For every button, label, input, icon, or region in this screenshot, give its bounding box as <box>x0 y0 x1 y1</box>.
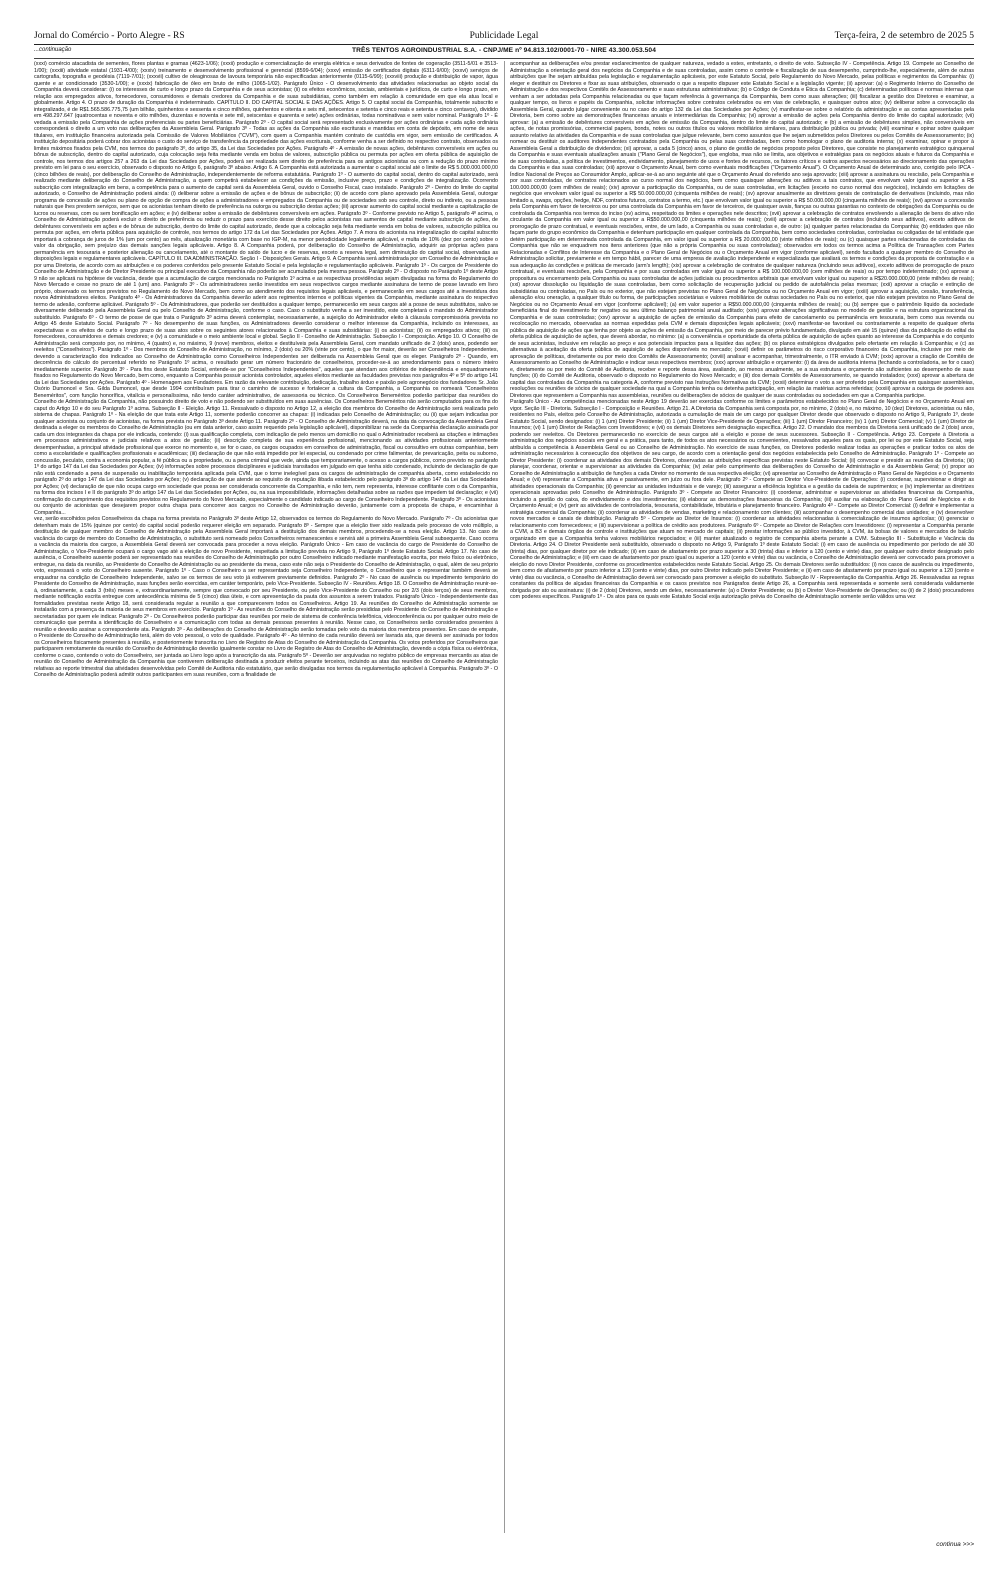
company-title: TRÊS TENTOS AGROINDUSTRIAL S.A. - CNPJ/ME nº 94.813.102/0001-70 - NIRE 43.300.053.504 <box>352 47 656 54</box>
continuation-label: ...continuação <box>34 47 72 53</box>
notice-header <box>34 47 974 59</box>
newspaper-page <box>34 30 974 1548</box>
continues-label: continua >>> <box>936 1541 974 1548</box>
right-paragraph-2: Parágrafo Único - As competências mencionadas neste Artigo 19 deverão ser exercidas conforme os limites e parâmetros estabelecidos no Plano Geral de Negócios e no Orçamento Anual em vigor. Seção III - Diretoria. Subseção I - Composição e Reuniões. Artigo 21. A Diretoria da Companhia será composta por, no mínimo, 2 (dois) e, no máximo, 10 (dez) Diretores, acionistas ou não, residentes no País, eleitos pelo Conselho de Administração, autorizada a cumulação de mais de um cargo por qualquer Diretor desde que observado o disposto no Artigo 9, Parágrafo 1º, deste Estatuto Social, sendo designados: (i) 1 (um) Diretor Presidente; (ii) 1 (um) Diretor Vice-Presidente de Operações; (iii) 1 (um) Diretor Financeiro; (iv) 1 (um) Diretor Comercial; (v) 1 (um) Diretor de Insumos; (vi) 1 (um) Diretor de Relações com Investidores; e (vii) os demais Diretores sem designação específica. Artigo 22. O mandato dos membros da Diretoria será unificado de 2 (dois) anos, podendo ser reeleitos. Os Diretores permanecerão no exercício de seus cargos até a eleição e posse de seus sucessores. Subseção II - Competência. Artigo 23. Compete à Diretoria a administração dos negócios sociais em geral e a prática, para tanto, de todos os atos necessários ou convenientes, ressalvados aqueles para os quais, por lei ou por este Estatuto Social, seja atribuída a competência à Assembleia Geral ou ao Conselho de Administração. No exercício de suas funções, os Diretores poderão realizar todas as operações e praticar todos os atos de administração necessários à consecução dos objetivos de seu cargo, de acordo com a orientação geral dos negócios estabelecida pelo Conselho de Administração. Parágrafo 1º - Compete ao Diretor Presidente: (i) coordenar as atividades dos demais Diretores, observadas as atribuições específicas previstas neste Estatuto Social; (ii) convocar e presidir as reuniões da Diretoria; (iii) planejar, coordenar, orientar e supervisionar as atividades da Companhia; (iv) zelar pelo cumprimento das deliberações do Conselho de Administração e da Assembleia Geral; (v) propor ao Conselho de Administração a atribuição de funções a cada Diretor no momento de sua respectiva eleição; (vi) apresentar ao Conselho de Administração o Plano Geral de Negócios e o Orçamento Anual; e (vii) representar a Companhia ativa e passivamente, em juízo ou fora dele. Parágrafo 2º - Compete ao Diretor Vice-Presidente de Operações: (i) coordenar, supervisionar e dirigir as atividades operacionais da Companhia; (ii) gerenciar as unidades industriais e de varejo; (iii) assegurar a eficiência logística e a gestão da cadeia de suprimentos; e (iv) implementar as diretrizes operacionais aprovadas pelo Conselho de Administração. Parágrafo 3º - Compete ao Diretor Financeiro: (i) coordenar, administrar e supervisionar as atividades financeiras da Companhia, incluindo a gestão do caixa, do endividamento e dos investimentos; (ii) elaborar as demonstrações financeiras da Companhia; (iii) auxiliar na elaboração do Plano Geral de Negócios e do Orçamento Anual; e (iv) gerir as atividades de controladoria, tesouraria, contabilidade, tributária e planejamento financeiro. Parágrafo 4º - Compete ao Diretor Comercial: (i) definir e implementar a estratégia comercial da Companhia; (ii) coordenar as atividades de vendas, marketing e relacionamento com clientes; (iii) acompanhar o desempenho comercial das unidades; e (iv) desenvolver novos mercados e canais de distribuição. Parágrafo 5º - Compete ao Diretor de Insumos: (i) coordenar as atividades relacionadas à comercialização de insumos agrícolas; (ii) gerenciar o relacionamento com fornecedores; e (iii) supervisionar a política de crédito aos produtores. Parágrafo 6º - Compete ao Diretor de Relações com Investidores: (i) representar a Companhia perante a CVM, a B3 e demais órgãos de controle e instituições que atuam no mercado de capitais; (ii) prestar informações ao público investidor, à CVM, às bolsas de valores e mercados de balcão organizado em que a Companhia tenha valores mobiliários negociados; e (iii) manter atualizado o registro de companhia aberta perante a CVM. Subseção III - Substituição e Vacância da Diretoria. Artigo 24. O Diretor Presidente será substituído, observado o disposto no Artigo 9, Parágrafo 1º deste Estatuto Social: (i) em caso de ausência ou impedimento por período de até 30 (trinta) dias, por qualquer diretor por ele indicado; (ii) em caso de afastamento por prazo superior a 30 (trinta) dias e inferior a 120 (cento e vinte) dias, por qualquer outro diretor designado pelo Conselho de Administração; e (iii) em caso de afastamento por prazo igual ou superior a 120 (cento e vinte) dias ou vacância, o Conselho de Administração deverá ser convocado para promover a eleição do novo Diretor Presidente, conforme os procedimentos estabelecidos neste Estatuto Social. Artigo 25. Os demais Diretores serão substituídos: (i) nos casos de ausência ou impedimento, bem como de afastamento por prazo inferior a 120 (cento e vinte) dias, por outro Diretor indicado pelo Diretor Presidente; e (ii) em caso de afastamento por prazo igual ou superior a 120 (cento e vinte) dias ou vacância, o Conselho de Administração deverá ser convocado para promover a eleição do substituto. Subseção IV - Representação da Companhia. Artigo 26. Ressalvadas as regras constantes da política de alçadas financeiras da Companhia e os casos previstos nos Parágrafos deste Artigo 26, a Companhia será representada e somente será considerada validamente obrigada por ato ou assinatura: (i) de 2 (dois) Diretores, sendo um deles, necessariamente: (a) o Diretor Presidente; ou (b) o Diretor Vice-Presidente de Operações; ou (ii) de 2 (dois) procuradores com poderes específicos. Parágrafo 1º - Os atos para os quais este Estatuto Social exija autorização prévia do Conselho de Administração somente serão válidos uma vez <box>510 399 974 600</box>
column-divider <box>504 61 505 1533</box>
left-paragraph-1: (xxxi) comércio atacadista de sementes, flores plantas e gramas (4623-1/06); (xxxii) produção e comercialização de energia elétrica e seus derivados de fontes de cogeração (3511-5/01 e 3513-1/00); (xxxiii) atividade estatal (1931-4/00); (xxxiv) treinamento e desenvolvimento profissional e gerencial (8599-6/04); (xxxv) emissão de certificados digitais (6311-9/00); (xxxvi) serviços de cartografia, topografia e geodésia (7119-7/01); (xxxvii) cultivo de oleaginosas de lavoura temporária não especificadas anteriormente (0115-6/99); (xxxviii) produção e distribuição de vapor, água quente e ar condicionado (3530-1/00); e (xxxix) fabricação de óleo em bruto de milho (1065-1/02). Parágrafo Único - O desenvolvimento das atividades relacionadas ao objeto social da Companhia deverá considerar: (i) os interesses de curto e longo prazo da Companhia e de seus acionistas; (ii) os efeitos econômicos, sociais, ambientais e jurídicos, de curto e longo prazo, em relação aos empregados ativos, fornecedores, consumidores e demais credores da Companhia e de suas subsidiárias, como também em relação à comunidade em que ela atua local e globalmente. Artigo 4. O prazo de duração da Companhia é indeterminado. CAPÍTULO II. DO CAPITAL SOCIAL E DAS AÇÕES. Artigo 5. O capital social da Companhia, totalmente subscrito e integralizado, é de R$1.565.586.775,75 (um bilhão, quinhentos e sessenta e cinco milhões, quinhentos e oitenta e seis mil, setecentos e setenta e cinco reais e setenta e cinco centavos), dividido em 498.297.647 (quatrocentas e noventa e oito milhões, duzentas e noventa e sete mil, seiscentas e quarenta e sete) ações ordinárias, todas nominativas e sem valor nominal. Parágrafo 1º - É vedada a emissão pela Companhia de ações preferenciais ou partes beneficiárias. Parágrafo 2º - O capital social será representado exclusivamente por ações ordinárias e cada ação ordinária corresponderá o direito a um voto nas deliberações da Assembleia Geral. Parágrafo 3º - Todas as ações da Companhia são escriturais e mantidas em conta de depósito, em nome de seus titulares, em instituição financeira autorizada pela Comissão de Valores Mobiliários ("CVM"), com quem a Companhia mantém contrato de custódia em vigor, sem emissão de certificados. A instituição depositária poderá cobrar dos acionistas o custo do serviço de transferência da propriedade das ações escriturais, conforme venha a ser definido no respectivo contrato, observados os limites máximos fixados pela CVM, nos termos do parágrafo 3º, do artigo 35, da Lei das Sociedades por Ações. Parágrafo 4º - A emissão de novas ações, debêntures conversíveis em ações ou bônus de subscrição, dentro do capital autorizado, cuja colocação seja feita mediante venda em bolsa de valores, subscrição pública ou permuta por ações em oferta pública de aquisição de controle, nos termos dos artigos 257 a 263 da Lei das Sociedades por Ações, poderá ser realizada sem direito de preferência para os antigos acionistas ou com a redução do prazo mínimo previsto em lei para o seu exercício, observado o disposto no Artigo 6, parágrafo 3º abaixo. Artigo 6. A Companhia está autorizada a aumentar o capital social até o limite de R$ 5.000.000.000,00 (cinco bilhões de reais), por deliberação do Conselho de Administração, independentemente de reforma estatutária. Parágrafo 1º - O aumento do capital social, dentro do capital autorizado, será realizado mediante deliberação do Conselho de Administração, a quem competirá estabelecer as condições da emissão, inclusive preço, prazo e condições de integralização. Ocorrendo subscrição com integralização em bens, a competência para o aumento de capital será da Assembleia Geral, ouvido o Conselho Fiscal, caso instalado. Parágrafo 2º - Dentro do limite do capital autorizado, o Conselho de Administração poderá ainda: (i) deliberar sobre a emissão de ações e de bônus de subscrição; (ii) de acordo com plano aprovado pela Assembleia Geral, outorgar programa de concessão de ações ou plano de opção de compra de ações a administradores e empregados da Companhia ou de sociedades sob seu controle, direto ou indireto, ou a pessoas naturais que lhes prestem serviços, sem que os acionistas tenham direito de preferência na outorga ou subscrição destas ações; (iii) aprovar aumento do capital social mediante a capitalização de lucros ou reservas, com ou sem bonificação em ações; e (iv) deliberar sobre a emissão de debêntures conversíveis em ações. Parágrafo 3º - Conforme previsto no Artigo 5, parágrafo 4º acima, o Conselho de Administração poderá excluir o direito de preferência ou reduzir o prazo para exercício desse direito pelos acionistas nas aumentos de capital mediante subscrição de ações, de debêntures conversíveis em ações e de bônus de subscrição, dentro do limite do capital autorizado, desde que a colocação seja feita mediante venda em bolsa de valores, subscrição pública ou permuta por ações, em oferta pública para aquisição de controle, nos termos do artigo 172 da Lei das Sociedades por Ações. Artigo 7. A mora do acionista na integralização do capital subscrito importará a cobrança de juros de 1% (um por cento) ao mês, atualização monetária com base no IGP-M, na menor periodicidade legalmente aplicável, e multa de 10% (dez por cento) sobre o valor da obrigação, sem prejuízo das demais sanções legais aplicáveis. Artigo 8. A Companhia poderá, por deliberação do Conselho de Administração, adquirir as próprias ações para permanência em tesouraria e posterior alienação ou cancelamento, até o montante do saldo de lucro e de reservas, exceto a reserva legal, sem diminuição do capital social, observadas as disposições legais e regulamentares aplicáveis. CAPÍTULO III. DA ADMINISTRAÇÃO. Seção I - Disposições Gerais. Artigo 9. A Companhia será administrada por um Conselho de Administração e por uma Diretoria, de acordo com as atribuições e os poderes conferidos pelo presente Estatuto Social e pela legislação e regulamentação aplicáveis. Parágrafo 1º - Os cargos de Presidente do Conselho de Administração e de Diretor Presidente ou principal executivo da Companhia não poderão ser acumulados pela mesma pessoa. Parágrafo 2º - O disposto no Parágrafo 1º deste Artigo 9 não se aplicará na hipótese de vacância, desde que a acumulação de cargos mencionada no Parágrafo 1º acima e as respectivas providências sejam divulgadas na forma do Regulamento do Novo Mercado e cesse no prazo de até 1 (um) ano. Parágrafo 3º - Os administradores serão investidos em seus respectivos cargos mediante assinatura de termo de posse lavrado em livro próprio, observado os termos previstos no Regulamento do Novo Mercado, bem como ao atendimento dos requisitos legais aplicáveis, e permanecerão em seus cargos até a investidura dos novos Administradores eleitos. Parágrafo 4º - Os Administradores da Companhia deverão aderir aos regimentos internos e políticas vigentes da Companhia, mediante assinatura do respectivo termo de adesão, conforme aplicável. Parágrafo 5º - Os Administradores, que poderão ser destituídos a qualquer tempo, permanecerão em seus cargos até a posse de seus substitutos, salvo se diversamente deliberado pela Assembleia Geral ou pelo Conselho de Administração, conforme o caso. Caso o substituto venha a ser investido, este completará o mandato do Administrador substituído. Parágrafo 6º - O termo de posse de que trata o Parágrafo 3º acima deverá contemplar, necessariamente, a sujeição do Administrador eleito à cláusula compromissória prevista no Artigo 45 deste Estatuto Social. Parágrafo 7º - No desempenho de suas funções, os Administradores deverão considerar o melhor interesse da Companhia, incluindo os interesses, as expectativas e os efeitos de curto e longo prazo de suas atos sobre os seguintes atores relacionados à Companhia e suas subsidiárias: (i) os acionistas; (ii) os empregados ativos; (iii) os fornecedores, consumidores e demais credores; e (iv) a comunidade e o meio ambiente local e global. Seção II - Conselho de Administração. Subseção I - Composição. Artigo 10. O Conselho de Administração será composto por, no mínimo, 4 (quatro) e, no máximo, 9 (nove) membros, eleitos e destituíveis pela Assembleia Geral, com mandato unificado de 2 (dois) anos, podendo ser reeleitos ("Conselheiros"). Parágrafo 1º - Dos membros do Conselho de Administração, no mínimo, 2 (dois) ou 20% (vinte por cento), o que for maior, deverão ser Conselheiros Independentes, devendo a caracterização dos indicados ao Conselho de Administração como Conselheiros Independentes ser deliberada na Assembleia Geral que os eleger. Parágrafo 2º - Quando, em decorrência do cálculo do percentual referido no Parágrafo 1º acima, o resultado gerar um número fracionário de conselheiros, proceder-se-á ao arredondamento para o número inteiro imediatamente superior. Parágrafo 3º - Para fins deste Estatuto Social, entende-se por "Conselheiros Independentes", aqueles que atendam aos critérios de independência e enquadramento fixados no Regulamento do Novo Mercado, bem como, enquanto a Companhia possuir acionista controlador, aqueles eleitos mediante as faculdades previstas nos parágrafos 4º e 5º do artigo 141 da Lei das Sociedades por Ações. Parágrafo 4º - Homenagem aos Fundadores. Em razão da relevante contribuição, dedicação, trabalho árduo e paixão pelo agronegócio dos fundadores Sr. João Osório Dumoncel e Sra. Gilda Dumoncel, que desde 1994 contribuíram para tirar o caminho de sucesso e fortalecer a cultura da Companhia, a Companhia os nomeará "Conselheiros Beneméritos", com função honorífica, vitalícia e personalíssima, não tendo caráter administrativo, de assessoria ou técnico. Os Conselheiros Beneméritos poderão participar das reuniões do Conselho de Administração da Companhia, não possuindo direito de voto e não podendo ser substituídos em suas ausências. Os Conselheiros Beneméritos não serão computados para os fins do caput do Artigo 10 e do seu Parágrafo 1º acima. Subseção II - Eleição. Artigo 11. Ressalvado o disposto no Artigo 12, a eleição dos membros do Conselho de Administração será realizada pelo sistema de chapas. Parágrafo 1º - Na eleição de que trata este Artigo 11, somente poderão concorrer as chapas: (i) indicadas pelo Conselho de Administração; ou (ii) que sejam indicadas por qualquer acionista ou conjunto de acionistas, na forma prevista no Parágrafo 3º deste Artigo 11. Parágrafo 2º - O Conselho de Administração deverá, na data da convocação da Assembleia Geral destinada a eleger os membros do Conselho de Administração (ou em data anterior, caso assim requerido pela legislação aplicável), disponibilizar na sede da Companhia declaração assinada por cada um dos integrantes da chapa por ele indicada, contendo: (i) sua qualificação completa, com indicação de pelo menos um domicílio no qual o Administrador receberá as citações e intimações em processos administrativos e judiciais relativos a atos de gestão; (ii) descrição completa de sua experiência profissional, mencionando as atividades profissionais anteriormente desempenhadas, a principal atividade profissional que exerce no momento e, se for o caso, os cargos ocupados em conselhos de administração, fiscal ou consultivo em outras companhias, bem como a escolaridade e qualificações profissionais e acadêmicas; (iii) declaração de que não está impedido por lei especial, ou condenado por crime falimentar, de prevaricação, peita ou suborno, concussão, peculato, contra a economia popular, a fé pública ou a propriedade, ou a pena criminal que vede, ainda que temporariamente, o acesso a cargos públicos, como previsto no parágrafo 1º do artigo 147 da Lei das Sociedades por Ações; (iv) informações sobre processos disciplinares e judiciais transitados em julgado em que tenha sido condenado, incluindo de declaração de que não está condenado a pena de suspensão ou inabilitação temporária aplicada pela CVM, que o torne inelegível para os cargos de administração de companhia aberta, como estabelecido no parágrafo 2º do artigo 147 da Lei das Sociedades por Ações; (v) declaração de que atende ao requisito de reputação ilibada estabelecido pelo parágrafo 3º do artigo 147 da Lei das Sociedades por Ações; (vi) declaração de que não ocupa cargo em sociedade que possa ser considerada concorrente da Companhia, e não tem, nem representa, interesse conflitante com o da Companhia, na forma dos incisos I e II do parágrafo 3º do artigo 147 da Lei das Sociedades por Ações, ou, na sua impossibilidade, informações detalhadas sobre as razões que impedem tal declaração; e (vii) confirmação do cumprimento dos requisitos previstos no Regulamento do Novo Mercado, especialmente o candidato indicado ao cargo de Conselheiro Independente. Parágrafo 3º - Os acionistas ou conjunto de acionistas que desejarem propor outra chapa para concorrer aos cargos no Conselho de Administração deverão, juntamente com a proposta de chapa, e encaminhar à Companhia... <box>34 61 498 516</box>
left-paragraph-2: vez, serão escolhidos pelos Conselheiros da chapa na forma prevista no Parágrafo 3º deste Artigo 12, observados os termos do Regulamento do Novo Mercado. Parágrafo 7º - Os acionistas que detenham mais de 15% (quinze por cento) do capital social poderão requerer eleição em separado. Parágrafo 8º - Sempre que a eleição tiver sido realizada pelo processo de voto múltiplo, a destituição de qualquer membro do Conselho de Administração pela Assembleia Geral importará a destituição dos demais membros, procedendo-se a nova eleição. Artigo 13. No caso de vacância do cargo de membro do Conselho de Administração, o substituto será nomeado pelos Conselheiros remanescentes e servirá até a primeira Assembleia Geral subsequente. Caso ocorra a vacância da maioria dos cargos, a Assembleia Geral deverá ser convocada para proceder a nova eleição. Parágrafo Único - Em caso de vacância do cargo de Presidente do Conselho de Administração, o Vice-Presidente ocupará o cargo vago até a eleição de novo Presidente, respeitada a limitação prevista no Artigo 9, Parágrafo 1º deste Estatuto Social. Artigo 17. No caso de ausência, o Conselheiro ausente poderá ser representado nas reuniões do Conselho de Administração por outro Conselheiro indicado mediante manifestação escrita, por meio físico ou eletrônico, entregue, na data da reunião, ao Presidente do Conselho de Administração ou ao presidente da mesa, caso este não seja o Presidente do Conselho de Administração, o qual, além de seu próprio voto, expressará o voto do Conselheiro ausente. Parágrafo 1º - Caso o Conselheiro a ser representado seja Conselheiro Independente, o Conselheiro que o representar também deverá se enquadrar na condição de Conselheiro Independente, salvo se os termos de seu voto já estiverem previamente definidos. Parágrafo 2º - No caso de ausência ou impedimento temporário do Presidente do Conselho de Administração, suas funções serão exercidas, em caráter temporário, pelo Vice-Presidente. Subseção IV - Reuniões. Artigo 18. O Conselho de Administração reunir-se-á, ordinariamente, a cada 3 (três) meses e, extraordinariamente, sempre que convocado por seu Presidente, ou pelo Vice-Presidente do Conselho ou por 2/3 (dois terços) de seus membros, mediante notificação escrita entregue com antecedência mínima de 5 (cinco) dias úteis, e com apresentação da pauta dos assuntos a serem tratados. Parágrafo Único - Independentemente das formalidades previstas neste Artigo 18, será considerada regular a reunião a que comparecerem todos os Conselheiros. Artigo 19. As reuniões do Conselho de Administração somente se instalarão com a presença da maioria de seus membros em exercício. Parágrafo 1º - As reuniões do Conselho de Administração serão presididas pelo Presidente do Conselho de Administração e secretariadas por quem ele indicar. Parágrafo 2º - Os Conselheiros poderão participar das reuniões por meio de sistema de conferência telefônica, videoconferência ou por qualquer outro meio de comunicação que permita a identificação do Conselheiro e a comunicação com todas as demais pessoas presentes à reunião. Nesse caso, os Conselheiros serão considerados presentes à reunião e deverão assinar a correspondente ata. Parágrafo 3º - As deliberações do Conselho de Administração serão tomadas pelo voto da maioria dos membros presentes. Em caso de empate, o Presidente do Conselho de Administração terá, além do voto pessoal, o voto de qualidade. Parágrafo 4º - Ao término de cada reunião deverá ser lavrada ata, que deverá ser assinada por todos os Conselheiros fisicamente presentes à reunião, e posteriormente transcrita no Livro de Registro de Atas do Conselho de Administração da Companhia. Os votos proferidos por Conselheiros que participarem remotamente da reunião do Conselho de Administração deverão igualmente constar no Livro de Registro de Atas do Conselho de Administração, devendo a cópia física ou eletrônica, conforme o caso, contendo o voto do Conselheiro, ser juntada ao Livro logo após a transcrição da ata. Parágrafo 5º - Deverão ser arquivadas no registro público de empresas mercantis as atas de reunião do Conselho de Administração da Companhia que contiverem deliberação destinada a produzir efeitos perante terceiros, incluindo as atas das reuniões do Conselho de Administração relativas ao reporte trimestral das atividades desenvolvidas pelo Comitê de Auditoria não estatutário, que serão divulgadas nos termos da regulamentação aplicável à Companhia. Parágrafo 3º - O Conselho de Administração poderá admitir outros participantes em suas reuniões, com a finalidade de <box>34 516 498 678</box>
newspaper-name: Jornal do Comércio - Porto Alegre - RS <box>34 31 185 41</box>
section-name: Publicidade Legal <box>469 31 539 41</box>
date-and-page: Terça-feira, 2 de setembro de 2025 5 <box>834 31 974 41</box>
right-paragraph-1: acompanhar as deliberações e/ou prestar esclarecimentos de qualquer natureza, vedado a estes, entretanto, o direito de voto. Subseção IV - Competência. Artigo 19. Compete ao Conselho de Administração a orientação geral dos negócios da Companhia e de suas controladas, assim como o controle e fiscalização de sua desempenho, cumprindo-lhe, especialmente, além de outras atribuições que lhe sejam atribuídas pela legislação e regulamentação aplicáveis, por este Estatuto Social, pelo Regulamento do Novo Mercado, pelas políticas e regimentos da Companhia: (i) eleger e destituir os Diretores e fixar as suas atribuições, observado o que a respeito dispuser este Estatuto Social e a legislação vigente; (ii) aprovar: (a) o Regimento Interno do Conselho de Administração e dos respectivos Comitês de Assessoramento e suas estruturas administrativas; (b) o Código de Conduta e Ética da Companhia; (c) determinadas políticas e normas internas que venham a ser adotadas pela Companhia relacionadas ou que façam referência à governança da Companhia, bem como suas alterações; (iii) fiscalizar a gestão dos Diretores e examinar, a qualquer tempo, os livros e papéis da Companhia, solicitar informações sobre contratos celebrados ou em vias de celebração, e quaisquer outros atos; (iv) deliberar sobre a convocação da Assembleia Geral, quando julgar conveniente ou no caso do artigo 132 da Lei das Sociedades por Ações; (v) manifestar-se sobre o relatório da administração e as contas apresentadas pela Diretoria, bem como sobre as demonstrações financeiras anuais e intermediárias da Companhia; (vi) aprovar a emissão de ações pela Companhia dentro do limite do capital autorizado; (vii) aprovar: (a) a emissão de debêntures conversíveis em ações de emissão da Companhia, dentro do limite do capital autorizado; e (b) a emissão de debêntures simples, não conversíveis em ações, de notas promissórias, commercial papers, bonds, notes ou outros títulos ou valores mobiliários similares, para distribuição pública ou privada; (viii) examinar e opinar sobre qualquer assunto relativo às atividades da Companhia e de suas controladas que julgue relevante, bem como assuntos que lhe sejam submetidos pelos Diretores ou pelos Comitês de Assessoramento; (ix) nomear ou destituir os auditores independentes contratados pela Companhia ou pelas suas controladas, bem como homologar o plano de auditoria interna; (x) examinar, opinar e propor à Assembleia Geral a distribuição de dividendos; (xi) aprovar, a cada 5 (cinco) anos, o plano de gestão de negócios proposto pelos Diretores, que consiste no planejamento estratégico quinquenal da Companhia e suas eventuais atualizações anuais ("Plano Geral de Negócios"), que engloba, mas não se limita, aos objetivos e estratégias para os negócios atuais e futuros da Companhia e de suas controladas, a política de investimentos, endividamento, planejamento de usos e fontes de recursos, os fatores críticos e outros aspectos necessários ao direcionamento das operações da Companhia e das suas controladas; (xii) aprovar o Orçamento Anual, bem como eventuais modificações ("Orçamento Anual"). O Orçamento Anual de determinado ano, corrigido pelo IPCA - Índice Nacional de Preços ao Consumidor Amplo, aplicar-se-á ao ano seguinte até que o Orçamento Anual do referido ano seja aprovado; (xiii) aprovar a assinatura ou rescisão, pela Companhia e por suas controladas, de contratos relacionados ao curso normal dos negócios, bem como quaisquer alterações ou aditivos a tais contratos, que envolvam valor igual ou superior a R$ 100.000.000,00 (cem milhões de reais); (xiv) aprovar a participação da Companhia, ou de suas controladas, em licitações (exceto no curso normal dos negócios), incluindo em licitações de negócios que envolvam valor igual ou superior a R$ 50.000.000,00 (cinquenta milhões de reais); (xv) aprovar anualmente as diretrizes gerais de contratação de derivativos (incluindo, mas não limitado a, swaps, opções, hedge, NDF, contratos futuros, contratos a termo, etc.) que envolvam valor igual ou superior a R$ 50.000.000,00 (cinquenta milhões de reais); (xvi) aprovar a concessão pela Companhia em favor de terceiros ou por uma controlada da Companhia em favor de terceiros, de quaisquer avais, fianças ou outras garantias no contexto de obrigações da Companhia ou de controlada da Companhia nos termos do inciso (xv) acima, respeitado os limites e operações nele descritos; (xvii) aprovar a celebração de contratos envolvendo a alienação de bens do ativo não circulante da Companhia em valor igual ou superior a R$50.000.000,00 (cinquenta milhões de reais); (xviii) aprovar a celebração de contratos (incluindo seus aditivos), exceto aditivos de prorrogação de prazo contratual, e eventuais rescisões, entre, de um lado, a Companhia ou suas controladas e, de outro: (a) qualquer partes relacionadas da Companhia; (b) entidades que não façam parte do grupo econômico da Companhia e detenham participação em qualquer controlada da Companhia, bem como sociedades controladas, controladas ou coligadas de tal entidade que detém participação em determinada controlada da Companhia, em valor igual ou superior a R$ 20.000.000,00 (vinte milhões de reais); ou (c) quaisquer partes relacionadas de controladas da Companhia que não se enquadrem nos itens anteriores (que não a própria Companhia ou suas controladas); observados em todos os termos acima a Política de Transações com Partes Relacionadas e Conflitos de Interesse da Companhia e o Plano Geral de Negócios ou o Orçamento Anual em vigor (conforme aplicável), sendo facultado a qualquer membro do Conselho de Administração solicitar, previamente e em tempo hábil, parecer de uma empresa de avaliação independente e especializada que avaliará os termos e condições da proposta de contratação e a sua adequação às condições e práticas de mercado (arm's length); (xix) aprovar a celebração de contratos de qualquer natureza (incluindo seus aditivos), exceto aditivos de prorrogação de prazo contratual, e eventuais rescisões, pela Companhia e por suas controladas em valor igual ou superior a R$ 100.000.000,00 (cem milhões de reais) ou por tempo indeterminado; (xx) aprovar a propositura ou encerramento pela Companhia ou suas controladas de ações judiciais ou procedimentos arbitrais que envolvam valor igual ou superior a R$20.000.000,00 (vinte milhões de reais); (xxi) aprovar dissolução ou liquidação de suas controladas, bem como solicitação de recuperação judicial ou pedido de autofalência pelas mesmas; (xxii) aprovar a criação e extinção de subsidiárias ou controladas, no País ou no exterior, que não estejam previstas no Plano Geral de Negócios ou no Orçamento Anual em vigor; (xxiii) aprovar a aquisição, cessão, transferência, alienação e/ou oneração, a qualquer título ou forma, de participações societárias e valores mobiliários de outras sociedades no País ou no exterior, que não estejam previstos no Plano Geral de Negócios ou no Orçamento Anual em vigor (conforme aplicável); (a) em valor superior a R$50.000.000,00 (cinquenta milhões de reais); ou (b) sempre que o patrimônio líquido da sociedade beneficiária final do investimento for negativo ou seu último balanço patrimonial anual auditado; (xxiv) aprovar alterações significativas no modelo de gestão e na estrutura organizacional da Companhia e de suas controladas; (xxv) aprovar a aquisição de ações de emissão da Companhia para efeito de cancelamento ou permanência em tesouraria, bem como sua revenda ou recolocação no mercado, observadas as normas expedidas pela CVM e demais disposições legais aplicáveis; (xxvi) manifestar-se favorável ou contrariamente a respeito de qualquer oferta pública de aquisição de ações que tenha por objeto as ações de emissão da Companhia, por meio de parecer prévio fundamentado, divulgado em até 15 (quinze) dias da publicação do edital da oferta pública de aquisição de ações, que deverá abordar, no mínimo: (a) a conveniência e oportunidade da oferta pública de aquisição de ações quanto ao interesse da Companhia e do conjunto de seus acionistas, inclusive em relação ao preço e aos potenciais impactos para a liquidez das ações; (b) os planos estratégicos divulgados pelo ofertante em relação à Companhia; e (c) as alternativas à aceitação da oferta pública de aquisição de ações disponíveis no mercado; (xxvii) definir os parâmetros do risco corporativo financeiro da Companhia, inclusive por meio de aprovação de políticas, diretamente ou por meio dos Comitês de Assessoramento; (xxviii) analisar e acompanhar, trimestralmente, o ITR enviado à CVM; (xxix) aprovar a criação de Comitês de Assessoramento ao Conselho de Administração e indicar seus respectivos membros; (xxx) aprovar atribuição e orçamento: (i) da área de auditoria interna (fechando a controladoria, se for o caso) e, diretamente ou por meio do Comitê de Auditoria, receber e reporte dessa área, avaliando, ao menos anualmente, se a sua estrutura e orçamento são suficientes ao desempenho de suas funções; (ii) do Comitê de Auditoria, observado o disposto no Regulamento do Novo Mercado; e (iii) dos demais Comitês de Assessoramento, se quando instalados; (xxxi) aprovar a abertura de capital das controladas da Companhia na categoria A, conforme previsto nas Instruções Normativas da CVM; (xxxii) determinar o voto a ser proferido pela Companhia em quaisquer assembleias, resoluções ou reuniões de sócios de qualquer sociedade na qual a Companhia tenha ou detenha participação, em relação às matérias acima referidas; (xxxiii) aprovar a outorga de poderes aos Diretores que representem a Companhia nas assembleias, reuniões ou deliberações de sócios de qualquer de suas controladas ou sociedades em que a Companhia participe. <box>510 61 974 399</box>
text-columns <box>34 61 974 1533</box>
left-column <box>34 61 498 1533</box>
right-column <box>510 61 974 1533</box>
page-header <box>34 30 974 45</box>
